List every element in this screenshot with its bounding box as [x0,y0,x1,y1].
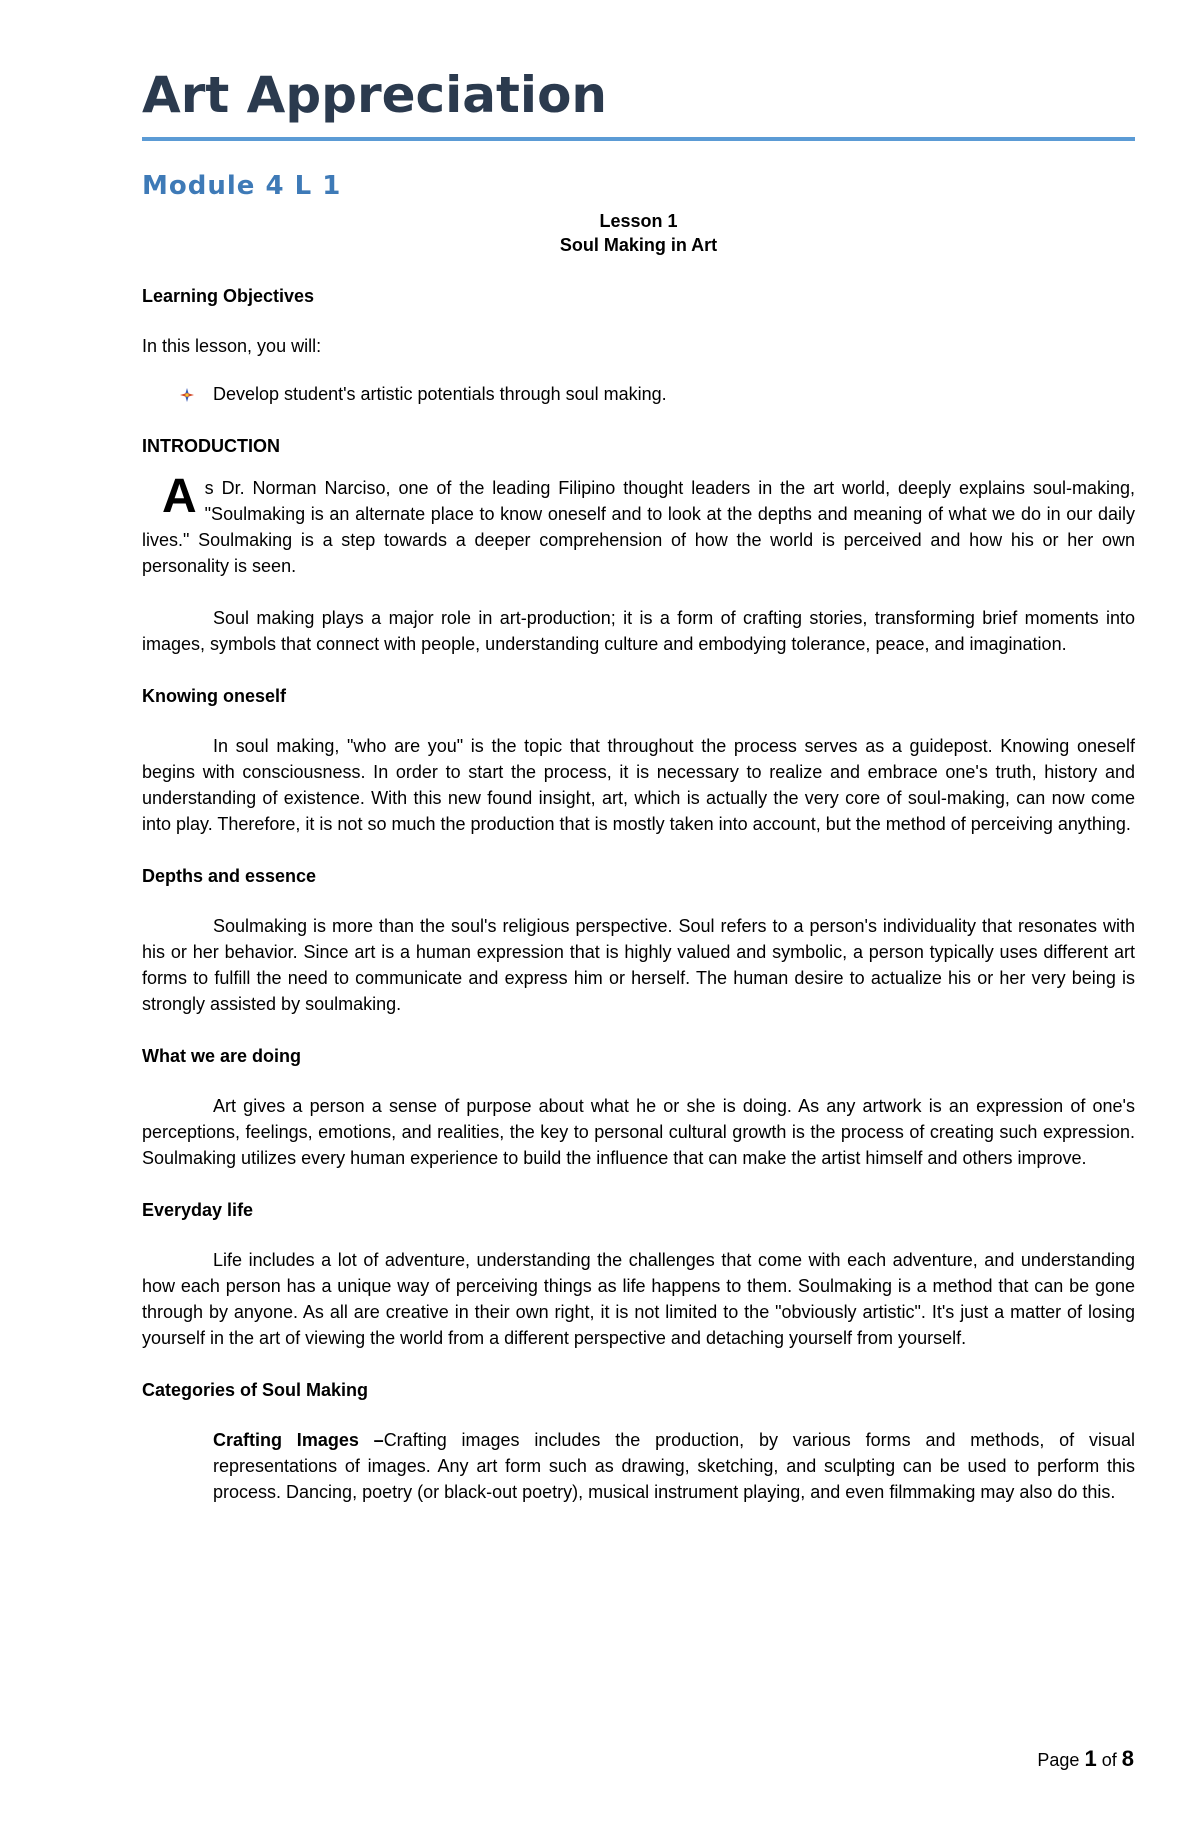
objectives-list [142,381,1135,407]
section-body-depths-essence: Soulmaking is more than the soul's religious perspective. Soul refers to a person's individuality that resonates with his or her behavior. Since art is a human expression that is highly valued and symbolic, a person typically uses different art forms to fulfill the need to communicate and express him or herself. The human desire to actualize his or her very being is strongly assisted by soulmaking. [142,916,1135,1014]
page-total: 8 [1121,1746,1134,1771]
intro-paragraph-text: s Dr. Norman Narciso, one of the leading Filipino thought leaders in the art world, deeply explains soul-making, "Soulmaking is an alternate place to know oneself and to look at the depths and meaning of what we do in our daily lives." Soulmaking is a step towards a deeper comprehension of how the world is perceived and how his or her own personality is seen. [142,478,1135,576]
category-crafting-images [213,1427,1135,1505]
section-heading-knowing-oneself: Knowing oneself [142,686,286,706]
section-heading-depths-essence: Depths and essence [142,866,317,886]
of-label: of [1101,1750,1117,1770]
objective-text: Develop student's artistic potentials through soul making. [213,384,667,404]
learning-objectives-heading: Learning Objectives [142,286,315,306]
document-title: Art Appreciation [142,60,1135,141]
section-heading-everyday-life: Everyday life [142,1200,254,1220]
introduction-heading: INTRODUCTION [142,436,280,456]
categories-heading: Categories of Soul Making [142,1380,369,1400]
page-current: 1 [1084,1746,1097,1771]
drop-cap: A [162,470,197,523]
section-body-what-we-are-doing: Art gives a person a sense of purpose about what he or she is doing. As any artwork is an expression of one's perceptions, feelings, emotions, and realities, the key to personal cultural growth is the process of creating such expression. Soulmaking utilizes every human experience to build the influence that can make the artist himself and others improve. [142,1096,1135,1168]
objectives-intro: In this lesson, you will: [142,336,322,356]
category-body: Crafting images includes the production, by various forms and methods, of visual representations of images. Any art form such as drawing, sketching, and sculpting can be used to perform this process. Dancing, poetry (or black-out poetry), musical instrument playing, and even filmmaking may also do this. [213,1430,1136,1502]
module-heading: Module 4 L 1 [142,171,342,201]
intro-paragraph-2: Soul making plays a major role in art-production; it is a form of crafting stories, transforming brief moments into images, symbols that connect with people, understanding culture and embodying tolerance, peace, and imagination. [142,608,1135,654]
section-heading-what-we-are-doing: What we are doing [142,1046,302,1066]
diamond-bullet-icon [178,385,196,403]
lesson-title: Soul Making in Art [559,235,718,255]
category-term: Crafting Images – [213,1430,384,1450]
section-body-knowing-oneself: In soul making, "who are you" is the topic that throughout the process serves as a guidepost. Knowing oneself begins with consciousness. In order to start the process, it is necessary to realize and embrace one's truth, history and understanding of existence. With this new found insight, art, which is actually the very core of soul-making, can now come into play. Therefore, it is not so much the production that is mostly taken into account, but the method of perceiving anything. [142,736,1135,834]
intro-paragraph [142,470,1135,579]
page-label: Page [1037,1750,1080,1770]
section-body-everyday-life: Life includes a lot of adventure, understanding the challenges that come with each adventure, and understanding how each person has a unique way of perceiving things as life happens to them. Soulmaking is a method that can be gone through by anyone. As all are creative in their own right, it is not limited to the "obviously artistic". It's just a matter of losing yourself in the art of viewing the world from a different perspective and detaching yourself from yourself. [142,1250,1135,1348]
page-footer [1037,1746,1134,1772]
lesson-number: Lesson 1 [599,211,678,231]
list-item [178,381,1135,407]
document-page [142,60,1135,1505]
